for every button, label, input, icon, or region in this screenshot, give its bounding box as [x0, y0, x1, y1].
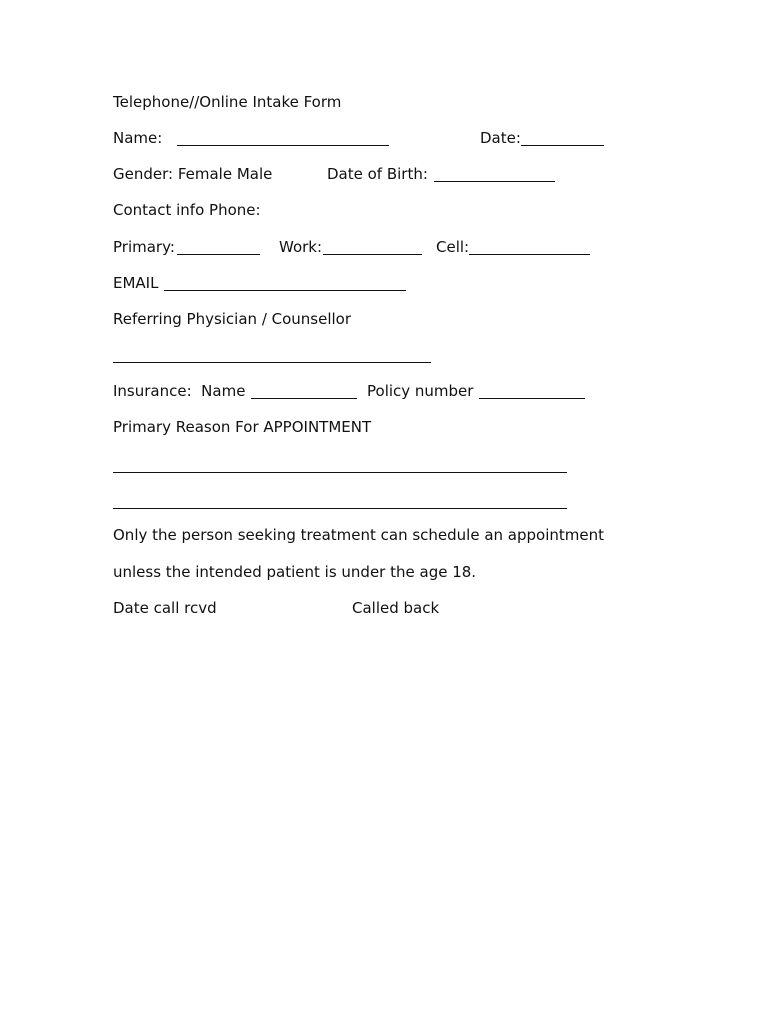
referring-label: Referring Physician / Counsellor [113, 310, 352, 328]
dob-label: Date of Birth: [327, 165, 428, 183]
called-back-label: Called back [352, 599, 440, 617]
notice-line-1: Only the person seeking treatment can schedule an appointment [113, 526, 605, 544]
notice-line-2: unless the intended patient is under the age 18. [113, 563, 477, 581]
contact-label: Contact info Phone: [113, 201, 261, 219]
work-phone-field[interactable] [323, 236, 422, 255]
policy-number-field[interactable] [479, 380, 585, 399]
reason-field-line-1[interactable] [113, 454, 567, 473]
reason-field-line-2[interactable] [113, 490, 567, 509]
cell-phone-field[interactable] [469, 236, 590, 255]
date-call-label: Date call rcvd [113, 599, 217, 617]
date-label: Date: [480, 129, 521, 147]
policy-label: Policy number [367, 382, 474, 400]
form-title: Telephone//Online Intake Form [113, 93, 342, 111]
work-label: Work: [279, 238, 323, 256]
name-field[interactable] [177, 127, 389, 146]
name-label: Name: [113, 129, 163, 147]
gender-label: Gender: Female Male [113, 165, 273, 183]
date-field[interactable] [521, 127, 604, 146]
reason-label: Primary Reason For APPOINTMENT [113, 418, 372, 436]
email-label: EMAIL [113, 274, 159, 292]
insurance-name-field[interactable] [251, 380, 357, 399]
primary-phone-field[interactable] [177, 236, 260, 255]
cell-label: Cell: [436, 238, 470, 256]
dob-field[interactable] [434, 163, 555, 182]
primary-label: Primary: [113, 238, 175, 256]
insurance-label: Insurance: Name [113, 382, 246, 400]
referring-field[interactable] [113, 344, 431, 363]
email-field[interactable] [164, 272, 406, 291]
